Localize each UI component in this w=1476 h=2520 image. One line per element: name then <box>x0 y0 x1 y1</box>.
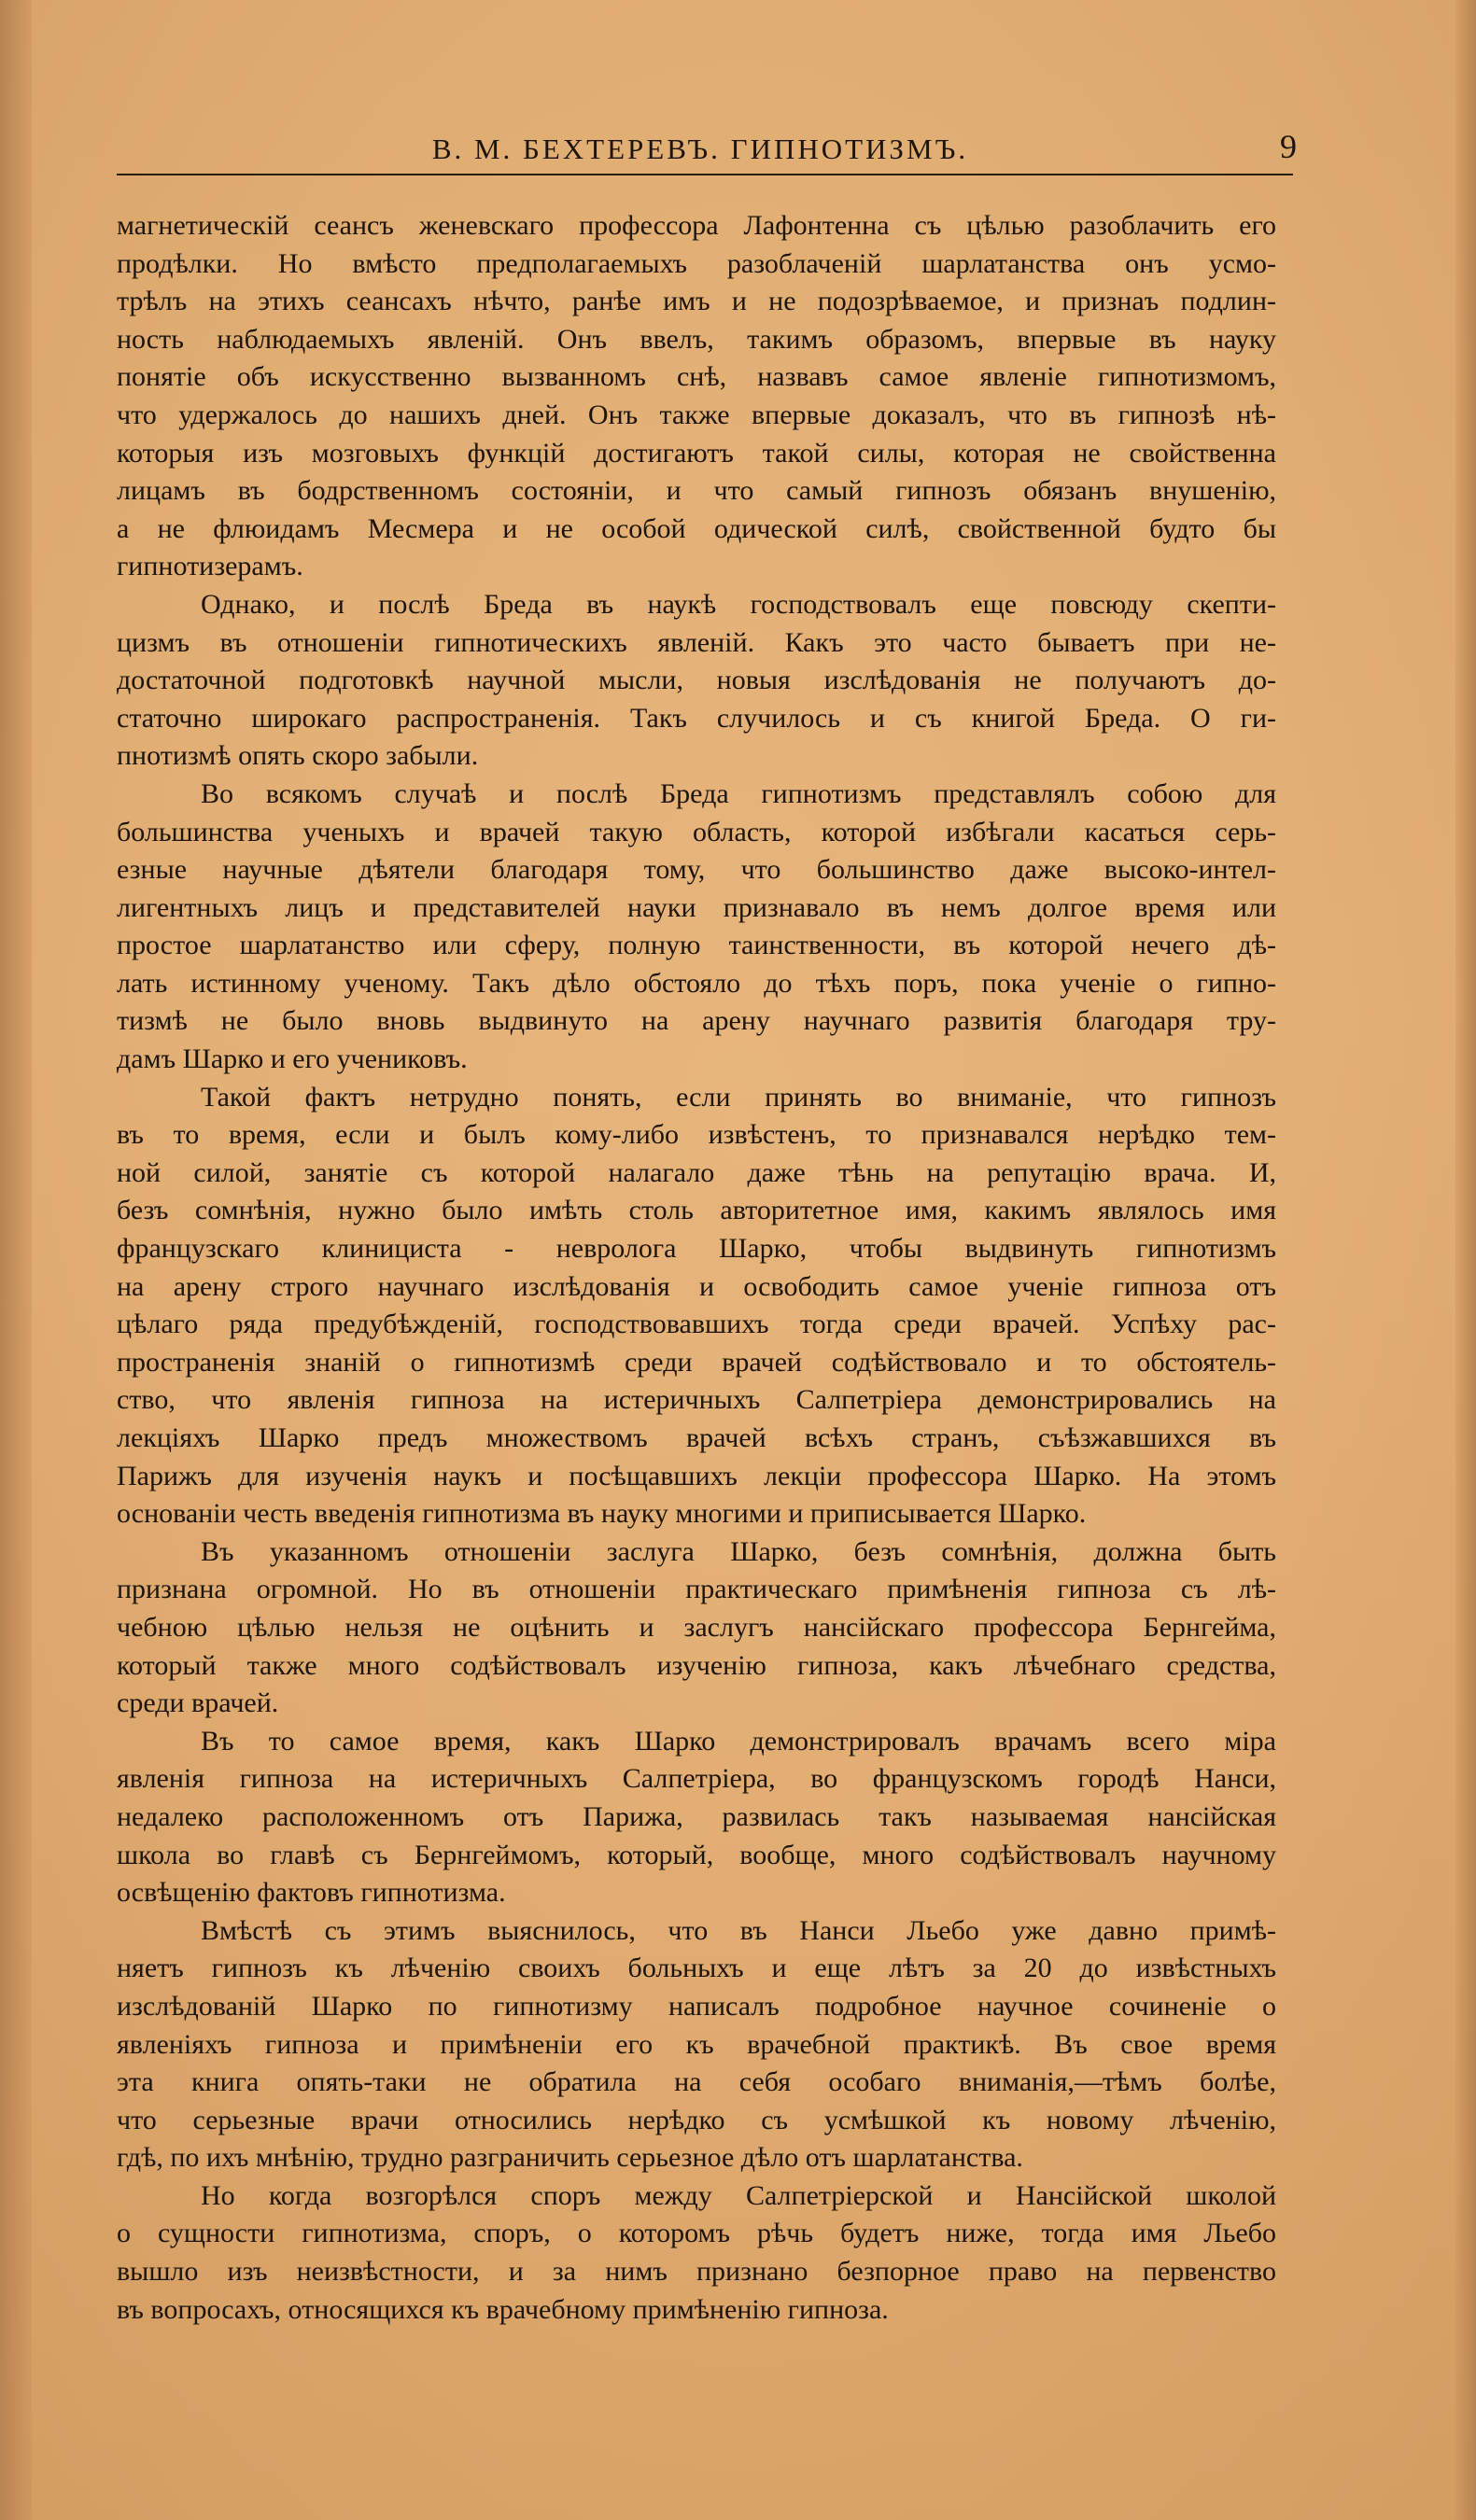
text-line: ной силой, занятіе съ которой налагало даже тѣнь на репутацію врача. И, <box>117 1156 1276 1188</box>
running-title: В. М. БЕХТЕРЕВЪ. ГИПНОТИЗМЪ. <box>431 133 969 165</box>
paragraph <box>117 207 1276 586</box>
text-line: вышло изъ неизвѣстности, и за нимъ признано безпорное право на первенство <box>117 2256 1276 2288</box>
text-line: о сущности гипнотизма, споръ, о которомъ рѣчь будетъ ниже, тогда имя Льебо <box>117 2218 1276 2249</box>
text-line: что серьезные врачи относились нерѣдко съ усмѣшкой къ новому лѣченію, <box>117 2104 1276 2135</box>
running-head <box>117 128 1297 170</box>
text-line: достаточной подготовкѣ научной мысли, новыя изслѣдованія не получаютъ до- <box>117 665 1276 696</box>
text-line: въ то время, если и былъ кому-либо извѣстенъ, то признавался нерѣдко тем- <box>117 1119 1276 1151</box>
text-line: лать истинному ученому. Такъ дѣло обстояло до тѣхъ поръ, пока ученіе о гипно- <box>117 967 1276 999</box>
text-line: что удержалось до нашихъ дней. Онъ также впервые доказалъ, что въ гипнозѣ нѣ- <box>117 399 1276 430</box>
text-line: чебною цѣлью нельзя не оцѣнить и заслугъ нансійскаго профессора Бернгейма, <box>117 1611 1276 1643</box>
text-line: освѣщенію фактовъ гипнотизма. <box>117 1877 506 1909</box>
page-edge-shadow-left <box>0 0 32 2520</box>
text-line: Въ указанномъ отношеніи заслуга Шарко, безъ сомнѣнія, должна быть <box>201 1535 1276 1567</box>
text-line: лицамъ въ бодрственномъ состояніи, и что самый гипнозъ обязанъ внушенію, <box>117 475 1276 507</box>
text-line: пнотизмѣ опять скоро забыли. <box>117 740 479 772</box>
text-line: Однако, и послѣ Бреда въ наукѣ господствовалъ еще повсюду скепти- <box>201 588 1276 620</box>
paragraph <box>117 1533 1276 1723</box>
text-line: недалеко расположенномъ отъ Парижа, развилась такъ называемая нансійская <box>117 1800 1276 1832</box>
text-line: признана огромной. Но въ отношеніи практическаго примѣненія гипноза съ лѣ- <box>117 1574 1276 1605</box>
body-text <box>117 207 1276 2329</box>
page-edge-shadow-right <box>1455 0 1476 2520</box>
paragraph <box>117 2177 1276 2329</box>
text-line: продѣлки. Но вмѣсто предполагаемыхъ разоблаченій шарлатанства онъ усмо- <box>117 247 1276 279</box>
text-line: школа во главѣ съ Бернгеймомъ, который, вообще, много содѣйствовалъ научному <box>117 1839 1276 1870</box>
text-line: статочно широкаго распространенія. Такъ случилось и съ книгой Бреда. О ги- <box>117 702 1276 734</box>
paragraph <box>117 1723 1276 1912</box>
header-rule <box>117 174 1293 175</box>
text-line: которыя изъ мозговыхъ функцій достигаютъ такой силы, которая не свойственна <box>117 437 1276 469</box>
text-line: гипнотизерамъ. <box>117 551 303 582</box>
text-line: Такой фактъ нетрудно понять, если принять во вниманіе, что гипнозъ <box>201 1081 1276 1113</box>
text-line: среди врачей. <box>117 1687 279 1719</box>
text-line: тизмѣ не было вновь выдвинуто на арену научнаго развитія благодаря тру- <box>117 1005 1276 1037</box>
text-line: ство, что явленія гипноза на истеричныхъ Салпетріера демонстрировались на <box>117 1384 1276 1416</box>
paragraph <box>117 586 1276 776</box>
text-line: французскаго клинициста - невролога Шарко, чтобы выдвинуть гипнотизмъ <box>117 1233 1276 1265</box>
text-line: магнетическій сеансъ женевскаго профессора Лафонтенна съ цѣлью разоблачить его <box>117 210 1276 241</box>
text-line: гдѣ, по ихъ мнѣнію, трудно разграничить серьезное дѣло отъ шарлатанства. <box>117 2142 1023 2174</box>
page-number: 9 <box>1280 128 1297 165</box>
text-line: дамъ Шарко и его учениковъ. <box>117 1043 468 1075</box>
paragraph <box>117 1912 1276 2177</box>
text-line: явленія гипноза на истеричныхъ Салпетріера, во французскомъ городѣ Нанси, <box>117 1763 1276 1795</box>
paragraph <box>117 776 1276 1079</box>
text-line: понятіе объ искусственно вызванномъ снѣ, назвавъ самое явленіе гипнотизмомъ, <box>117 361 1276 393</box>
text-line: безъ сомнѣнія, нужно было имѣть столь авторитетное имя, какимъ являлось имя <box>117 1195 1276 1226</box>
text-line: лекціяхъ Шарко предъ множествомъ врачей всѣхъ странъ, съѣзжавшихся въ <box>117 1422 1276 1453</box>
text-line: няетъ гипнозъ къ лѣченію своихъ больныхъ и еще лѣтъ за 20 до извѣстныхъ <box>117 1953 1276 1984</box>
text-line: езные научные дѣятели благодаря тому, что большинство даже высоко-интел- <box>117 854 1276 886</box>
text-line: на арену строго научнаго изслѣдованія и освободить самое ученіе гипноза отъ <box>117 1270 1276 1302</box>
text-line: лигентныхъ лицъ и представителей науки признавало въ немъ долгое время или <box>117 891 1276 923</box>
text-line: эта книга опять-таки не обратила на себя особаго вниманія,—тѣмъ болѣе, <box>117 2066 1276 2098</box>
text-line: Во всякомъ случаѣ и послѣ Бреда гипнотизмъ представлялъ собою для <box>201 777 1276 809</box>
text-line: который также много содѣйствовалъ изученію гипноза, какъ лѣчебнаго средства, <box>117 1649 1276 1681</box>
text-line: пространенія знаній о гипнотизмѣ среди врачей содѣйствовало и то обстоятель- <box>117 1346 1276 1378</box>
paragraph <box>117 1079 1276 1533</box>
text-line: Но когда возгорѣлся споръ между Салпетріерской и Нансійской школой <box>201 2179 1276 2211</box>
text-line: простое шарлатанство или сферу, полную таинственности, въ которой нечего дѣ- <box>117 930 1276 961</box>
text-line: Вмѣстѣ съ этимъ выяснилось, что въ Нанси Льебо уже давно примѣ- <box>201 1914 1276 1946</box>
text-line: въ вопросахъ, относящихся къ врачебному примѣненію гипноза. <box>117 2293 889 2325</box>
text-line: а не флюидамъ Месмера и не особой одической силѣ, свойственной будто бы <box>117 512 1276 544</box>
text-line: изслѣдованій Шарко по гипнотизму написалъ подробное научное сочиненіе о <box>117 1990 1276 2022</box>
text-line: явленіяхъ гипноза и примѣненіи его къ врачебной практикѣ. Въ свое время <box>117 2028 1276 2060</box>
text-line: трѣлъ на этихъ сеансахъ нѣчто, ранѣе имъ и не подозрѣваемое, и признаъ подлин- <box>117 286 1276 317</box>
text-line: ность наблюдаемыхъ явленій. Онъ ввелъ, такимъ образомъ, впервые въ науку <box>117 323 1276 355</box>
text-line: большинства ученыхъ и врачей такую область, которой избѣгали касаться серь- <box>117 816 1276 847</box>
text-line: Парижъ для изученія наукъ и посѣщавшихъ лекціи профессора Шарко. На этомъ <box>117 1460 1276 1491</box>
text-line: цѣлаго ряда предубѣжденій, господствовавшихъ тогда среди врачей. Успѣху рас- <box>117 1309 1276 1340</box>
text-line: Въ то самое время, какъ Шарко демонстрировалъ врачамъ всего міра <box>201 1725 1276 1757</box>
text-line: цизмъ въ отношеніи гипнотическихъ явленій. Какъ это часто бываетъ при не- <box>117 626 1276 658</box>
text-line: основаніи честь введенія гипнотизма въ науку многими и приписывается Шарко. <box>117 1498 1087 1530</box>
